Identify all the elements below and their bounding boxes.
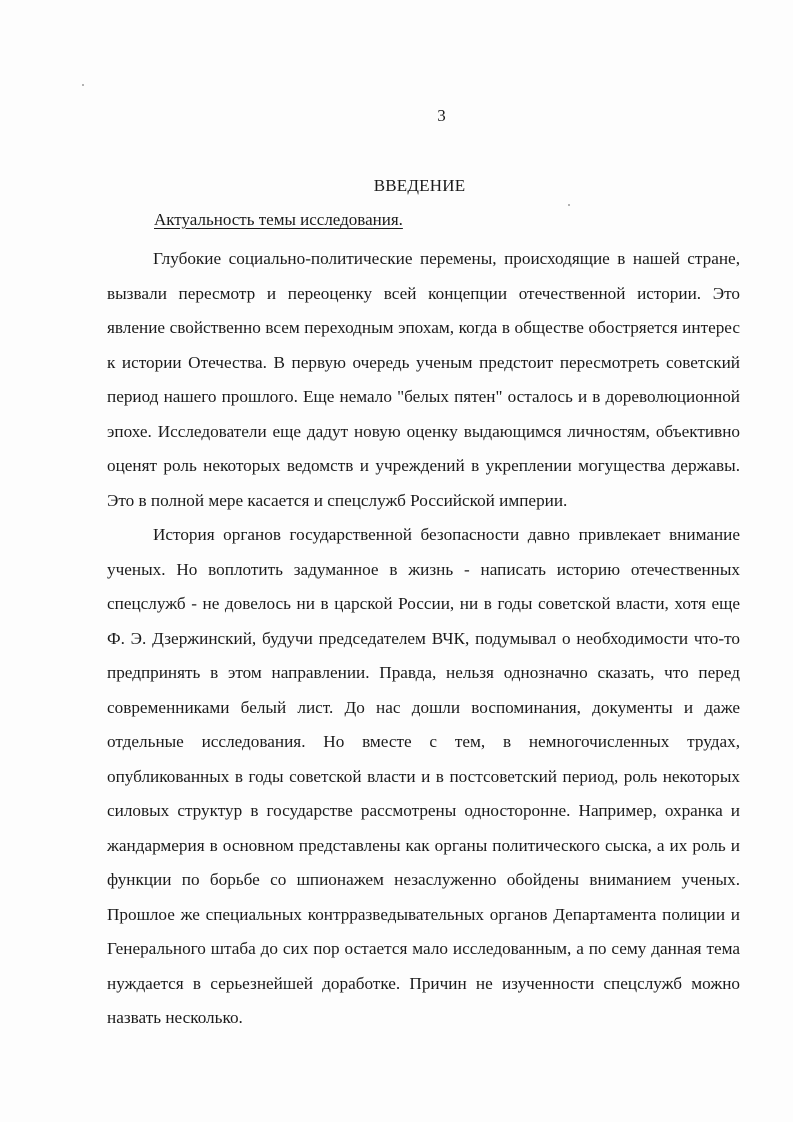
paragraph: История органов государственной безопасности давно привлекает внимание ученых. Но воплотить задуманное в жизнь - написать историю отечественных спецслужб - не довелось ни в царской России, ни в годы советской власти, хотя еще Ф. Э. Дзержинский, будучи председателем ВЧК, подумывал о необходимости что-то предпринять в этом направлении. Правда, нельзя однозначно сказать, что перед современниками белый лист. До нас дошли воспоминания, документы и даже отдельные исследования. Но вместе с тем, в немногочисленных трудах, опубликованных в годы советской власти и в постсоветский период, роль некоторых силовых структур в государстве рассмотрены односторонне. Например, охранка и жандармерия в основном представлены как органы политического сыска, а их роль и функции по борьбе со шпионажем незаслуженно обойдены вниманием ученых. Прошлое же специальных контрразведывательных органов Департамента полиции и Генерального штаба до сих пор остается мало исследованным, а по сему данная тема нуждается в серьезнейшей доработке. Причин не изученности спецслужб можно назвать несколько. [107,525,740,1027]
body-text [107,242,740,1036]
subsection-heading: Актуальность темы исследования. [154,210,403,229]
paragraph: Глубокие социально-политические перемены, происходящие в нашей стране, вызвали пересмотр и переоценку всей концепции отечественной истории. Это явление свойственно всем переходным эпохам, когда в обществе обостряется интерес к истории Отечества. В первую очередь ученым предстоит пересмотреть советский период нашего прошлого. Еще немало "белых пятен" осталось и в дореволюционной эпохе. Исследователи еще дадут новую оценку выдающимся личностям, объективно оценят роль некоторых ведомств и учреждений в укреплении могущества державы. Это в полной мере касается и спецслужб Российской империи. [107,249,740,510]
section-heading: ВВЕДЕНИЕ [373,176,466,195]
scan-speck [82,84,84,86]
page-number: 3 [437,106,446,125]
scan-speck [568,204,570,206]
